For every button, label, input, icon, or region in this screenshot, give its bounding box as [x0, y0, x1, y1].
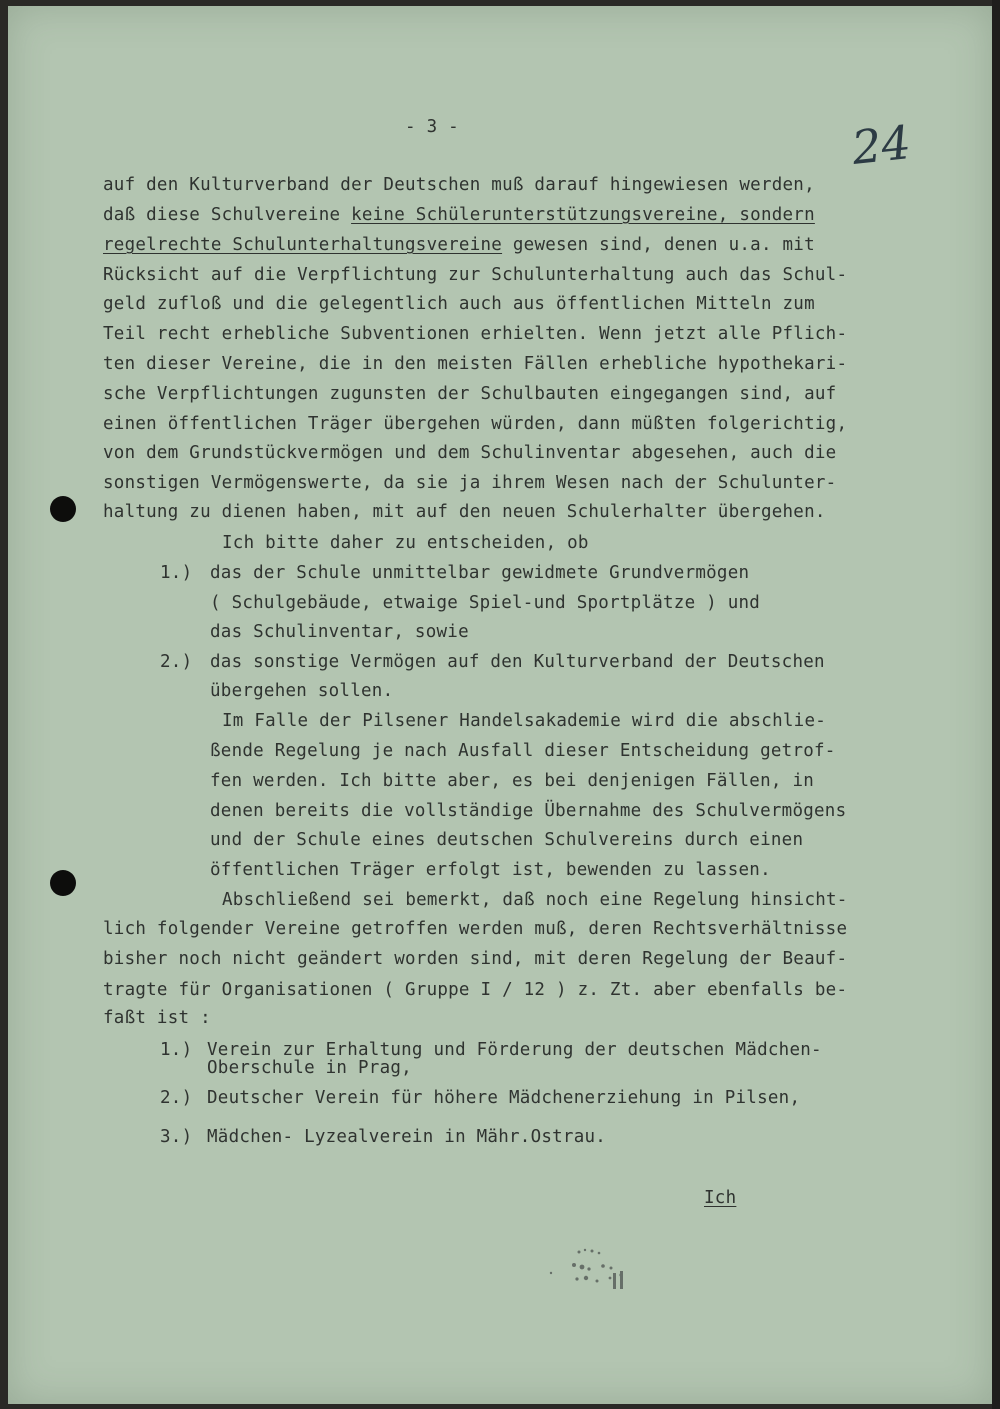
scan-edge [992, 0, 1000, 1409]
catchword: Ich [704, 1188, 737, 1208]
body-line: denen bereits die vollständige Übernahme des Schulvermögens [210, 801, 847, 821]
body-line: Teil recht erhebliche Subventionen erhielten. Wenn jetzt alle Pflich- [103, 324, 848, 344]
handwritten-folio-number: 24 [849, 115, 914, 175]
list-item-line: übergehen sollen. [210, 681, 394, 701]
list-number: 2.) [160, 1088, 193, 1108]
faded-stamp-mark [537, 1245, 627, 1293]
list-number: 1.) [160, 563, 193, 583]
punch-hole-top [50, 496, 76, 522]
association-line: Oberschule in Prag, [207, 1058, 412, 1078]
punch-hole-bottom [50, 870, 76, 896]
association-line: Mädchen- Lyzealverein in Mähr.Ostrau. [207, 1127, 607, 1147]
list-item-line: ( Schulgebäude, etwaige Spiel-und Sportplätze ) und [210, 593, 761, 613]
request-intro: Ich bitte daher zu entscheiden, ob [222, 533, 589, 553]
body-line: daß diese Schulvereine keine Schülerunterstützungsvereine, sondern [103, 205, 815, 225]
body-line: tragte für Organisationen ( Gruppe I / 12 ) z. Zt. aber ebenfalls be- [103, 980, 848, 1000]
body-line: auf den Kulturverband der Deutschen muß darauf hingewiesen werden, [103, 175, 815, 195]
body-line: haltung zu dienen haben, mit auf den neuen Schulerhalter übergehen. [103, 502, 826, 522]
list-number: 1.) [160, 1040, 193, 1060]
list-item-line: das Schulinventar, sowie [210, 622, 469, 642]
underlined-phrase: regelrechte Schulunterhaltungsvereine [103, 235, 503, 255]
body-line: fen werden. Ich bitte aber, es bei denjenigen Fällen, in [210, 771, 815, 791]
body-line: lich folgender Vereine getroffen werden muß, deren Rechtsverhältnisse [103, 919, 848, 939]
body-line: Rücksicht auf die Verpflichtung zur Schulunterhaltung auch das Schul- [103, 265, 848, 285]
body-line: einen öffentlichen Träger übergehen würden, dann müßten folgerichtig, [103, 414, 848, 434]
body-line: ten dieser Vereine, die in den meisten Fällen erhebliche hypothekari- [103, 354, 848, 374]
body-line: geld zufloß und die gelegentlich auch aus öffentlichen Mitteln zum [103, 294, 815, 314]
association-line: Verein zur Erhaltung und Förderung der deutschen Mädchen- [207, 1040, 822, 1060]
body-line: und der Schule eines deutschen Schulvereins durch einen [210, 830, 804, 850]
body-line: regelrechte Schulunterhaltungsvereine gewesen sind, denen u.a. mit [103, 235, 815, 255]
list-item-line: das der Schule unmittelbar gewidmete Grundvermögen [210, 563, 750, 583]
list-number: 2.) [160, 652, 193, 672]
list-item-line: das sonstige Vermögen auf den Kulturverband der Deutschen [210, 652, 825, 672]
body-line: sche Verpflichtungen zugunsten der Schulbauten eingegangen sind, auf [103, 384, 837, 404]
body-line: Abschließend sei bemerkt, daß noch eine Regelung hinsicht- [222, 890, 848, 910]
body-line: von dem Grundstückvermögen und dem Schulinventar abgesehen, auch die [103, 443, 837, 463]
list-number: 3.) [160, 1127, 193, 1147]
association-line: Deutscher Verein für höhere Mädchenerziehung in Pilsen, [207, 1088, 801, 1108]
body-line: Im Falle der Pilsener Handelsakademie wird die abschlie- [222, 711, 827, 731]
body-line: bisher noch nicht geändert worden sind, mit deren Regelung der Beauf- [103, 949, 848, 969]
page-number: - 3 - [405, 117, 459, 137]
body-line: ßende Regelung je nach Ausfall dieser Entscheidung getrof- [210, 741, 836, 761]
body-line: sonstigen Vermögenswerte, da sie ja ihrem Wesen nach der Schulunter- [103, 473, 837, 493]
body-line: faßt ist : [103, 1008, 211, 1028]
body-line: öffentlichen Träger erfolgt ist, bewenden zu lassen. [210, 860, 771, 880]
underlined-phrase: keine Schülerunterstützungsvereine, sondern [351, 205, 815, 225]
